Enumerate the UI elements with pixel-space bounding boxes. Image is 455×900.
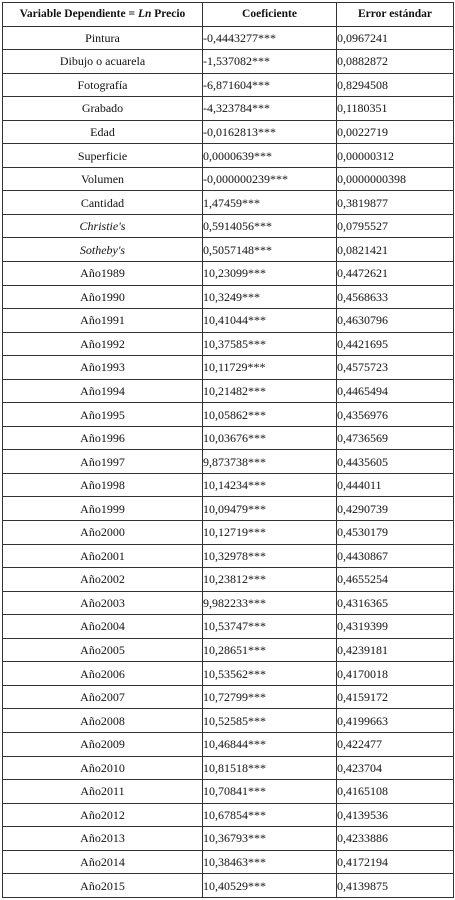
table-row bbox=[3, 615, 454, 639]
standard-error-cell: 0,4139536 bbox=[337, 803, 454, 827]
coefficient-cell: 10,05862*** bbox=[203, 403, 337, 427]
standard-error-cell: 0,444011 bbox=[337, 473, 454, 497]
variable-cell: Año2001 bbox=[3, 544, 203, 568]
table-row bbox=[3, 497, 454, 521]
coefficient-cell: 10,28651*** bbox=[203, 638, 337, 662]
standard-error-cell: 0,4159172 bbox=[337, 685, 454, 709]
standard-error-cell: 0,4316365 bbox=[337, 591, 454, 615]
coefficient-cell: 10,03676*** bbox=[203, 426, 337, 450]
table-row bbox=[3, 450, 454, 474]
table-row bbox=[3, 521, 454, 545]
coefficient-cell: 0,5914056*** bbox=[203, 214, 337, 238]
table-row bbox=[3, 780, 454, 804]
standard-error-cell: 0,4170018 bbox=[337, 662, 454, 686]
variable-cell: Año2004 bbox=[3, 615, 203, 639]
table-row bbox=[3, 379, 454, 403]
table-row bbox=[3, 685, 454, 709]
standard-error-cell: 0,4430867 bbox=[337, 544, 454, 568]
header-dependent-variable-suffix: Precio bbox=[151, 8, 186, 21]
standard-error-cell: 0,423704 bbox=[337, 756, 454, 780]
table-row bbox=[3, 97, 454, 121]
standard-error-cell: 0,00000312 bbox=[337, 144, 454, 168]
coefficient-cell: -1,537082*** bbox=[203, 50, 337, 74]
table-row bbox=[3, 332, 454, 356]
table-row bbox=[3, 144, 454, 168]
coefficient-cell: 10,67854*** bbox=[203, 803, 337, 827]
table-body bbox=[3, 26, 454, 897]
table-row bbox=[3, 285, 454, 309]
standard-error-cell: 0,4465494 bbox=[337, 379, 454, 403]
coefficient-cell: 10,38463*** bbox=[203, 850, 337, 874]
header-dependent-variable bbox=[3, 3, 203, 27]
variable-cell: Año2007 bbox=[3, 685, 203, 709]
standard-error-cell: 0,422477 bbox=[337, 732, 454, 756]
table-row bbox=[3, 426, 454, 450]
header-dependent-variable-prefix: Variable Dependiente = bbox=[19, 8, 138, 21]
variable-cell: Año1990 bbox=[3, 285, 203, 309]
table-row bbox=[3, 803, 454, 827]
standard-error-cell: 0,4421695 bbox=[337, 332, 454, 356]
table-row bbox=[3, 262, 454, 286]
variable-cell: Grabado bbox=[3, 97, 203, 121]
header-coefficient: Coeficiente bbox=[203, 3, 337, 27]
coefficient-cell: 10,53562*** bbox=[203, 662, 337, 686]
variable-cell: Año1997 bbox=[3, 450, 203, 474]
coefficient-cell: 10,72799*** bbox=[203, 685, 337, 709]
table-header bbox=[3, 3, 454, 27]
standard-error-cell: 0,4319399 bbox=[337, 615, 454, 639]
standard-error-cell: 0,0795527 bbox=[337, 214, 454, 238]
standard-error-cell: 0,1180351 bbox=[337, 97, 454, 121]
coefficient-cell: 10,12719*** bbox=[203, 521, 337, 545]
standard-error-cell: 0,4655254 bbox=[337, 568, 454, 592]
table-row bbox=[3, 874, 454, 898]
standard-error-cell: 0,0022719 bbox=[337, 120, 454, 144]
standard-error-cell: 0,4165108 bbox=[337, 780, 454, 804]
table-row bbox=[3, 238, 454, 262]
standard-error-cell: 0,4472621 bbox=[337, 262, 454, 286]
coefficient-cell: -6,871604*** bbox=[203, 73, 337, 97]
variable-cell: Año1991 bbox=[3, 309, 203, 333]
coefficient-cell: 10,37585*** bbox=[203, 332, 337, 356]
standard-error-cell: 0,4233886 bbox=[337, 827, 454, 851]
table-row bbox=[3, 120, 454, 144]
coefficient-cell: 10,81518*** bbox=[203, 756, 337, 780]
variable-cell: Año2008 bbox=[3, 709, 203, 733]
coefficient-cell: -0,000000239*** bbox=[203, 167, 337, 191]
standard-error-cell: 0,4736569 bbox=[337, 426, 454, 450]
standard-error-cell: 0,0000000398 bbox=[337, 167, 454, 191]
variable-cell: Año1989 bbox=[3, 262, 203, 286]
coefficient-cell: 10,23812*** bbox=[203, 568, 337, 592]
variable-cell: Año1995 bbox=[3, 403, 203, 427]
coefficient-cell: 10,32978*** bbox=[203, 544, 337, 568]
variable-cell: Año1993 bbox=[3, 356, 203, 380]
coefficient-cell: -0,4443277*** bbox=[203, 26, 337, 50]
coefficient-cell: 0,5057148*** bbox=[203, 238, 337, 262]
variable-cell: Año2005 bbox=[3, 638, 203, 662]
table-row bbox=[3, 827, 454, 851]
variable-cell: Volumen bbox=[3, 167, 203, 191]
variable-cell: Pintura bbox=[3, 26, 203, 50]
variable-cell: Año2013 bbox=[3, 827, 203, 851]
table-row bbox=[3, 50, 454, 74]
standard-error-cell: 0,4575723 bbox=[337, 356, 454, 380]
variable-cell: Año2003 bbox=[3, 591, 203, 615]
standard-error-cell: 0,4530179 bbox=[337, 521, 454, 545]
standard-error-cell: 0,4172194 bbox=[337, 850, 454, 874]
coefficient-cell: 10,53747*** bbox=[203, 615, 337, 639]
variable-cell: Dibujo o acuarela bbox=[3, 50, 203, 74]
table-row bbox=[3, 568, 454, 592]
table-row bbox=[3, 709, 454, 733]
table-row bbox=[3, 850, 454, 874]
variable-cell: Año2014 bbox=[3, 850, 203, 874]
table-row bbox=[3, 756, 454, 780]
variable-cell: Año2010 bbox=[3, 756, 203, 780]
table-row bbox=[3, 191, 454, 215]
coefficient-cell: 10,46844*** bbox=[203, 732, 337, 756]
standard-error-cell: 0,4290739 bbox=[337, 497, 454, 521]
table-row bbox=[3, 403, 454, 427]
standard-error-cell: 0,8294508 bbox=[337, 73, 454, 97]
coefficient-cell: 10,52585*** bbox=[203, 709, 337, 733]
variable-cell: Año2015 bbox=[3, 874, 203, 898]
table-row bbox=[3, 591, 454, 615]
header-standard-error: Error estándar bbox=[337, 3, 454, 27]
table-row bbox=[3, 26, 454, 50]
regression-results-table bbox=[2, 2, 454, 898]
variable-cell: Cantidad bbox=[3, 191, 203, 215]
table-row bbox=[3, 356, 454, 380]
variable-cell: Sotheby's bbox=[3, 238, 203, 262]
variable-cell: Año1999 bbox=[3, 497, 203, 521]
standard-error-cell: 0,4630796 bbox=[337, 309, 454, 333]
variable-cell: Año2012 bbox=[3, 803, 203, 827]
variable-cell: Edad bbox=[3, 120, 203, 144]
coefficient-cell: 10,70841*** bbox=[203, 780, 337, 804]
table-row bbox=[3, 73, 454, 97]
standard-error-cell: 0,4239181 bbox=[337, 638, 454, 662]
table-row bbox=[3, 544, 454, 568]
variable-cell: Año1998 bbox=[3, 473, 203, 497]
coefficient-cell: 10,23099*** bbox=[203, 262, 337, 286]
variable-cell: Año2011 bbox=[3, 780, 203, 804]
standard-error-cell: 0,0882872 bbox=[337, 50, 454, 74]
variable-cell: Año2002 bbox=[3, 568, 203, 592]
coefficient-cell: 10,36793*** bbox=[203, 827, 337, 851]
coefficient-cell: 10,3249*** bbox=[203, 285, 337, 309]
coefficient-cell: -0,0162813*** bbox=[203, 120, 337, 144]
standard-error-cell: 0,0967241 bbox=[337, 26, 454, 50]
variable-cell: Año1992 bbox=[3, 332, 203, 356]
table-row bbox=[3, 638, 454, 662]
table-row bbox=[3, 473, 454, 497]
variable-cell: Año2000 bbox=[3, 521, 203, 545]
table-row bbox=[3, 662, 454, 686]
coefficient-cell: 9,982233*** bbox=[203, 591, 337, 615]
standard-error-cell: 0,0821421 bbox=[337, 238, 454, 262]
coefficient-cell: 10,21482*** bbox=[203, 379, 337, 403]
standard-error-cell: 0,4199663 bbox=[337, 709, 454, 733]
variable-cell: Año2006 bbox=[3, 662, 203, 686]
coefficient-cell: 10,14234*** bbox=[203, 473, 337, 497]
coefficient-cell: 0,0000639*** bbox=[203, 144, 337, 168]
coefficient-cell: 9,873738*** bbox=[203, 450, 337, 474]
standard-error-cell: 0,4435605 bbox=[337, 450, 454, 474]
coefficient-cell: -4,323784*** bbox=[203, 97, 337, 121]
header-row bbox=[3, 3, 454, 27]
standard-error-cell: 0,4568633 bbox=[337, 285, 454, 309]
coefficient-cell: 10,41044*** bbox=[203, 309, 337, 333]
standard-error-cell: 0,4139875 bbox=[337, 874, 454, 898]
variable-cell: Christie's bbox=[3, 214, 203, 238]
variable-cell: Año2009 bbox=[3, 732, 203, 756]
variable-cell: Fotografía bbox=[3, 73, 203, 97]
table-row bbox=[3, 167, 454, 191]
header-dependent-variable-ln: Ln bbox=[137, 8, 152, 21]
table-row bbox=[3, 309, 454, 333]
variable-cell: Año1994 bbox=[3, 379, 203, 403]
coefficient-cell: 1,47459*** bbox=[203, 191, 337, 215]
variable-cell: Año1996 bbox=[3, 426, 203, 450]
coefficient-cell: 10,40529*** bbox=[203, 874, 337, 898]
variable-cell: Superficie bbox=[3, 144, 203, 168]
standard-error-cell: 0,3819877 bbox=[337, 191, 454, 215]
table-row bbox=[3, 214, 454, 238]
coefficient-cell: 10,11729*** bbox=[203, 356, 337, 380]
standard-error-cell: 0,4356976 bbox=[337, 403, 454, 427]
table-row bbox=[3, 732, 454, 756]
coefficient-cell: 10,09479*** bbox=[203, 497, 337, 521]
